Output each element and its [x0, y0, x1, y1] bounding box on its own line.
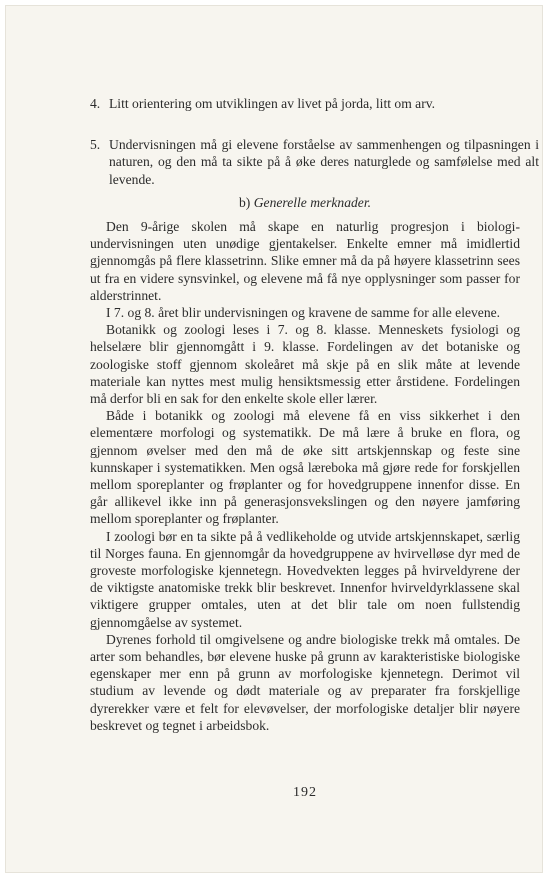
body-text — [90, 218, 520, 734]
list-item — [90, 136, 539, 188]
list-item-number: 4. — [90, 96, 101, 111]
paragraph: Både i botanikk og zoologi må elevene få en viss sikkerhet i den elementære morfologi og systematikk. De må lære å bruke en flora, og gjennom øvelser med den må de øke sitt artskjennskap og feste sine kunnskaper i systematikken. Men også læreboka må gjøre rede for forskjellen mellom sporeplanter og frøplanter og for hovedgruppene innenfor disse. En går allikevel ikke inn på generasjonsvekslingen og den nøyere jamføring mellom sporeplanter og frøplanter. — [90, 408, 520, 527]
list-item — [90, 95, 539, 112]
list-item-text: Litt orientering om utviklingen av livet på jorda, litt om arv. — [109, 96, 436, 111]
list-item-text: Undervisningen må gi elevene forståelse av sammenhengen og tilpasningen i naturen, og den må ta sikte på å øke deres naturglede og samfølelse med alt levende. — [109, 137, 539, 187]
paragraph: Dyrenes forhold til omgivelsene og andre biologiske trekk må omtales. De arter som behandles, bør elevene huske på grunn av karakteristiske biologiske egenskaper mer enn på grunn av morfologiske kjennetegn. Derimot vil studium av levende og dødt materiale og av preparater fra forskjellige dyrerekker være et felt for elevøvelser, der morfologiske detaljer blir nøyere beskrevet og tegnet i arbeidsbok. — [90, 631, 520, 733]
page-number: 192 — [293, 785, 317, 800]
section-heading-prefix: b) — [239, 195, 251, 210]
section-heading — [90, 195, 520, 211]
paragraph: Botanikk og zoologi leses i 7. og 8. klasse. Menneskets fysiologi og helselære blir gjennomgått i 9. klasse. Fordelingen av det botaniske og zoologiske stoff gjennom skoleåret må skje på en slik måte at levende materiale kan nyttes mest mulig hensiktsmessig etter årstidene. Fordelingen må derfor bli en sak for den enkelte skole eller lærer. — [90, 322, 520, 407]
paragraph: I zoologi bør en ta sikte på å vedlikeholde og utvide artskjennskapet, særlig til Norges fauna. En gjennomgår da hovedgruppene av hvirvelløse dyr med de groveste morfologiske kjennetegn. Hovedvekten legges på hvirveldyrene der de viktigste anatomiske trekk blir beskrevet. Innenfor hvirveldyrklassene skal viktigere grupper omtales, uten at det blir tale om noen fullstendig gjennomgåelse av systemet. — [90, 528, 520, 630]
list-item-number: 5. — [90, 137, 101, 153]
paragraph: I 7. og 8. året blir undervisningen og kravene de samme for alle elevene. — [106, 305, 501, 321]
paragraph: Den 9-årige skolen må skape en naturlig progresjon i biologi-undervisningen uten unødige gjentakelser. Enkelte emner må imidlertid gjennomgås på flere klassetrinn. Slike emner må da på høyere klassetrinn sees ut fra en videre synsvinkel, og elevene må få nye opplysninger som passer for alderstrinnet. — [90, 219, 520, 303]
section-heading-title: Generelle merknader. — [253, 195, 371, 210]
book-page — [5, 5, 543, 873]
